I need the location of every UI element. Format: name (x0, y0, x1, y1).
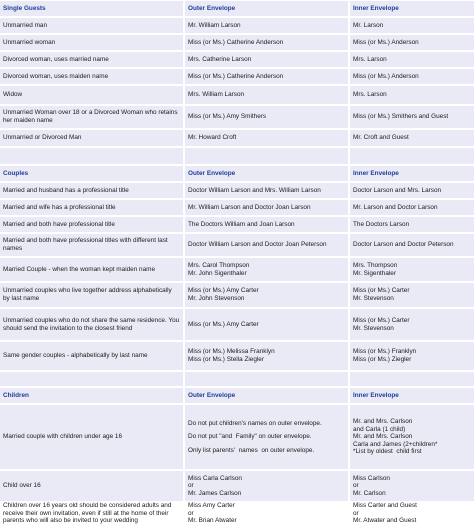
table-row (0, 51, 474, 68)
table-row (0, 68, 474, 85)
name-line: Miss (or Ms.) Carter Mr. Stevenson (353, 287, 410, 302)
inner-envelope: Doctor Larson and Mrs. Larson (350, 183, 474, 198)
outer-envelope: Mr. Howard Croft (185, 130, 348, 146)
inner-envelope (350, 283, 474, 307)
guest-type: Child over 16 (0, 471, 183, 501)
table-row (0, 182, 474, 199)
name-line: Miss (or Ms.) Amy Carter Mr. John Stevenson (188, 287, 259, 302)
table-row (0, 257, 474, 282)
inner-envelope (350, 471, 474, 501)
column-header: Inner Envelope (350, 1, 474, 16)
column-header: Inner Envelope (350, 388, 474, 403)
outer-envelope: Mr. William Larson and Doctor Joan Larson (185, 200, 348, 215)
name-line: or (188, 482, 194, 490)
outer-envelope (185, 258, 348, 281)
name-line: Carla and James (2+children* (353, 440, 438, 448)
guest-type: Married and husband has a professional title (0, 183, 183, 198)
guest-type: Unmarried Woman over 18 or a Divorced Woman who retains her maiden name (0, 106, 183, 128)
empty-cell (185, 372, 348, 386)
outer-envelope: Mrs. William Larson (185, 86, 348, 104)
outer-envelope (185, 405, 348, 469)
guest-type: Married and both have professional titles with different last names (0, 234, 183, 256)
column-header: Outer Envelope (185, 1, 348, 16)
inner-envelope: Mr. Larson (350, 18, 474, 33)
guest-type: Same gender couples - alphabetically by last name (0, 342, 183, 370)
table-row (0, 17, 474, 34)
guest-type: Widow (0, 86, 183, 104)
table-row (0, 470, 474, 502)
note-line: Do not put "and Family" on outer envelope. (188, 433, 312, 441)
outer-envelope: Miss (or Ms.) Catherine Anderson (185, 69, 348, 84)
inner-envelope: Miss (or Ms.) Anderson (350, 69, 474, 84)
outer-envelope (185, 471, 348, 501)
name-line: Miss (or Ms.) Carter Mr. Stevenson (353, 316, 410, 332)
inner-envelope (350, 342, 474, 370)
column-header: Outer Envelope (185, 388, 348, 403)
outer-envelope: Miss (or Ms.) Amy Smithers (185, 106, 348, 128)
table-row (0, 85, 474, 105)
table-row (0, 233, 474, 257)
inner-envelope: Mrs. Larson (350, 86, 474, 104)
name-line: Mrs. Carol Thompson Mr. John Sigenthaler (188, 261, 250, 277)
guest-type: Unmarried woman (0, 35, 183, 50)
inner-envelope: Mr. Croft and Guest (350, 130, 474, 146)
cut-off-row (0, 502, 474, 530)
guest-type: Married couple with children under age 16 (0, 405, 183, 469)
inner-envelope (350, 405, 474, 469)
guest-type: Unmarried man (0, 18, 183, 33)
inner-envelope: Miss (or Ms.) Smithers and Guest (350, 106, 474, 128)
inner-envelope: Mrs. Larson (350, 52, 474, 67)
table-header-row (0, 0, 474, 17)
name-line: Miss Carla Carlson (188, 474, 242, 482)
inner-envelope: The Doctors Larson (350, 217, 474, 232)
outer-envelope (185, 283, 348, 307)
guest-type: Married and wife has a professional title (0, 200, 183, 215)
table-row (0, 216, 474, 233)
spacer-row (0, 371, 474, 387)
outer-envelope: Miss (or Ms.) Catherine Anderson (185, 35, 348, 50)
guest-type: Married and both have professional title (0, 217, 183, 232)
guest-type: Divorced woman, uses married name (0, 52, 183, 67)
table-row (0, 282, 474, 308)
inner-envelope: Doctor Larson and Doctor Peterson (350, 234, 474, 256)
note-line: Do not put children's names on outer envelope. (188, 419, 322, 427)
table-header-row (0, 387, 474, 404)
name-line: Miss Carlson (353, 474, 390, 482)
table-row (0, 199, 474, 216)
column-header: Inner Envelope (350, 166, 474, 181)
empty-cell (0, 372, 183, 386)
outer-envelope: Miss (or Ms.) Amy Carter (185, 309, 348, 340)
name-line: Miss (or Ms.) Franklyn Miss (or Ms.) Ziegler (353, 348, 417, 363)
name-line: Mr. Carlson (353, 489, 386, 497)
guest-type: Unmarried or Divorced Man (0, 130, 183, 146)
guest-type: Divorced woman, uses maiden name (0, 69, 183, 84)
name-line: Mr. and Mrs. Carlson (353, 433, 413, 441)
name-line: Miss Amy Carter or Mr. Brian Atwater (188, 502, 237, 525)
name-line: or (353, 482, 359, 490)
note-line: Only list parents' names on outer envelope. (188, 446, 315, 454)
table-row (0, 341, 474, 371)
spacer-row (0, 147, 474, 165)
outer-envelope: Doctor William Larson and Doctor Joan Peterson (185, 234, 348, 256)
inner-envelope (350, 258, 474, 281)
name-line: *List by oldest child first (353, 448, 422, 456)
name-line: Miss (or Ms.) Melissa Franklyn Miss (or Ms.) Stella Ziegler (188, 348, 275, 363)
inner-envelope (350, 502, 474, 525)
outer-envelope (185, 342, 348, 370)
guest-type: Children over 16 years old should be considered adults and receive their own invitation, even if still at the home of their parents who will also be invited to your wedding (3, 502, 172, 525)
empty-cell (185, 148, 348, 164)
table-row (0, 129, 474, 147)
name-line: Mrs. Thompson Mr. Sigenthaler (353, 261, 398, 277)
column-header: Outer Envelope (185, 166, 348, 181)
table-row (0, 308, 474, 341)
empty-cell (350, 148, 474, 164)
name-line: Mr. James Carlson (188, 489, 242, 497)
table-row (0, 34, 474, 51)
name-line: and Carla (1 child) (353, 425, 406, 433)
inner-envelope (350, 309, 474, 340)
empty-cell (0, 148, 183, 164)
table-row (0, 105, 474, 129)
name-line: Mr. and Mrs. Carlson (353, 418, 413, 426)
guest-type: Married Couple - when the woman kept maiden name (0, 258, 183, 281)
section-title: Children (0, 388, 183, 403)
table-row (0, 404, 474, 470)
outer-envelope: Mrs. Catherine Larson (185, 52, 348, 67)
empty-cell (350, 372, 474, 386)
guest-type: Unmarried couples who live together address alphabetically by last name (0, 283, 183, 307)
outer-envelope (185, 502, 354, 525)
inner-envelope: Mr. Larson and Doctor Larson (350, 200, 474, 215)
outer-envelope: Doctor William Larson and Mrs. William Larson (185, 183, 348, 198)
outer-envelope: Mr. William Larson (185, 18, 348, 33)
inner-envelope: Miss (or Ms.) Anderson (350, 35, 474, 50)
section-title: Couples (0, 166, 183, 181)
name-line: Miss Carter and Guest or Mr. Atwater and Guest (353, 502, 417, 525)
table-header-row (0, 165, 474, 182)
guest-type: Unmarried couples who do not share the same residence. You should send the invitation to the closest friend (0, 309, 183, 340)
outer-envelope: The Doctors William and Joan Larson (185, 217, 348, 232)
section-title: Single Guests (0, 1, 183, 16)
